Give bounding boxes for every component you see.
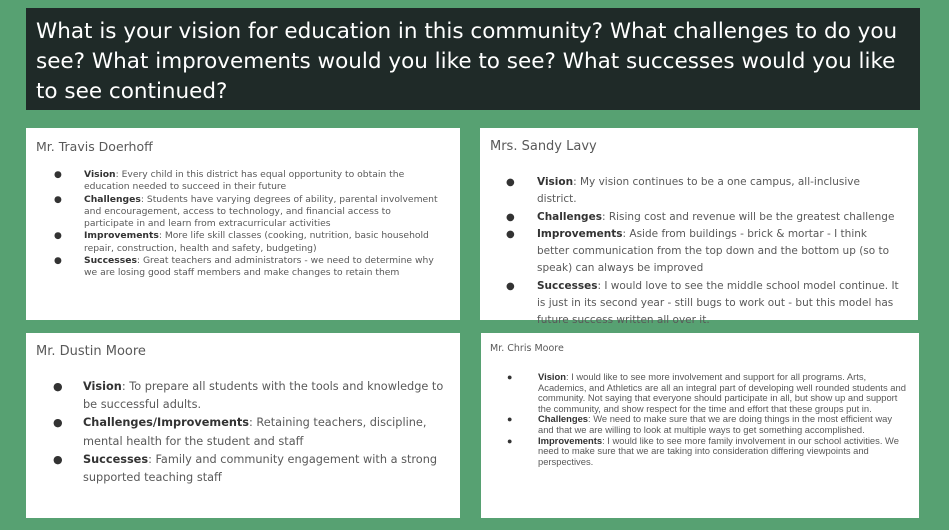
answer-text: : Students have varying degrees of ability, parental involvement and encouragement, access to technology, and financial access to participate in and learn from extracurricular activities xyxy=(84,193,438,230)
answer-text: : My vision continues to be a one campus, all-inclusive district. xyxy=(537,176,860,206)
question-text: What is your vision for education in this community? What challenges to do you see? What improvements would you like to see? What successes would you like to see continued? xyxy=(36,19,898,104)
answer-text: : Aside from buildings - brick & mortar - I think better communication from the top down and the bottom up (so to speak) can always be improved xyxy=(537,227,890,275)
answer-label: Successes xyxy=(83,452,149,466)
answer-item-challenges xyxy=(507,413,906,435)
answer-label: Challenges/Improvements xyxy=(83,416,250,430)
answer-list xyxy=(490,174,908,330)
answer-label: Improvements xyxy=(538,434,603,446)
candidate-card-chris-moore xyxy=(481,333,919,518)
answer-item-improvements xyxy=(54,230,442,255)
answer-text: : I would like to see more family involvement in our school activities. We need to make sure that we are taking into consideration differing viewpoints and perspectives. xyxy=(538,434,899,467)
answer-text: : Retaining teachers, discipline, mental health for the student and staff xyxy=(83,416,427,448)
answer-text: : I would like to see more involvement and support for all programs. Arts, Academics, and Athletics are all an integral part of developing well rounded students and community. Not saying that everyone should participate in all, but show up and support the community, and show respect for the time and effort that these groups put in. xyxy=(538,371,906,414)
answer-text: : Great teachers and administrators - we need to determine why we are losing good staff members and make changes to retain them xyxy=(84,255,434,279)
candidate-card-sandy-lavy xyxy=(480,128,918,327)
answer-label: Challenges xyxy=(538,413,589,425)
bullet-icon: ● xyxy=(54,170,62,180)
candidate-name: Mr. Dustin Moore xyxy=(36,344,146,359)
candidate-card-dustin-moore xyxy=(26,333,460,518)
candidate-name: Mr. Travis Doerhoff xyxy=(36,139,153,154)
answer-list xyxy=(36,378,450,487)
answer-label: Vision xyxy=(83,380,122,393)
answer-item-successes xyxy=(53,451,444,487)
candidate-name: Mr. Chris Moore xyxy=(490,343,564,354)
bullet-icon: ● xyxy=(53,416,63,430)
answer-item-challenges-improvements xyxy=(53,414,444,450)
answer-item-challenges xyxy=(54,193,442,231)
answer-label: Vision xyxy=(537,176,574,188)
bullet-icon: ● xyxy=(53,380,63,393)
answer-label: Vision xyxy=(84,169,116,180)
answer-list xyxy=(490,372,910,467)
bullet-icon: ● xyxy=(507,414,513,425)
answer-item-vision xyxy=(507,371,906,414)
answer-text: : We need to make sure that we are doing things in the most efficient way and that we are willing to look at multiple ways to get something accomplished. xyxy=(538,413,893,435)
bullet-icon: ● xyxy=(507,435,513,446)
answer-item-successes xyxy=(54,255,442,280)
question-banner xyxy=(26,8,920,110)
answer-label: Improvements xyxy=(84,230,159,242)
candidate-name: Mrs. Sandy Lavy xyxy=(490,139,597,154)
bullet-icon: ● xyxy=(54,256,62,267)
answer-text: : Every child in this district has equal opportunity to obtain the education needed to succeed in their future xyxy=(84,169,405,193)
answer-item-improvements xyxy=(507,434,906,468)
answer-item-challenges xyxy=(506,209,902,226)
bullet-icon: ● xyxy=(54,194,62,205)
bullet-icon: ● xyxy=(507,372,513,382)
answer-item-successes xyxy=(506,278,902,330)
answer-label: Improvements xyxy=(537,227,623,240)
answer-label: Challenges xyxy=(537,210,602,223)
answer-label: Challenges xyxy=(84,193,141,205)
bullet-icon: ● xyxy=(53,452,63,466)
answer-list xyxy=(36,169,450,280)
answer-item-improvements xyxy=(506,226,902,278)
answer-item-vision xyxy=(54,169,442,194)
answer-item-vision xyxy=(53,378,444,414)
bullet-icon: ● xyxy=(506,280,515,292)
answer-label: Successes xyxy=(84,255,137,267)
answer-text: : I would love to see the middle school model continue. It is just in its second year - still bugs to work out - but this model has future success written all over it. xyxy=(537,279,899,327)
bullet-icon: ● xyxy=(54,231,62,242)
answer-text: : To prepare all students with the tools and knowledge to be successful adults. xyxy=(83,380,444,412)
answer-text: : Rising cost and revenue will be the greatest challenge xyxy=(601,210,895,223)
answer-item-vision xyxy=(506,174,902,209)
bullet-icon: ● xyxy=(506,177,515,188)
candidate-card-travis-doerhoff xyxy=(26,128,460,320)
answer-label: Successes xyxy=(537,279,598,292)
bullet-icon: ● xyxy=(506,211,515,223)
bullet-icon: ● xyxy=(506,228,515,240)
answer-text: : More life skill classes (cooking, nutrition, basic household repair, construction, health and safety, budgeting) xyxy=(84,230,429,254)
answer-text: : Family and community engagement with a strong supported teaching staff xyxy=(83,452,438,485)
answer-label: Vision xyxy=(538,371,566,382)
